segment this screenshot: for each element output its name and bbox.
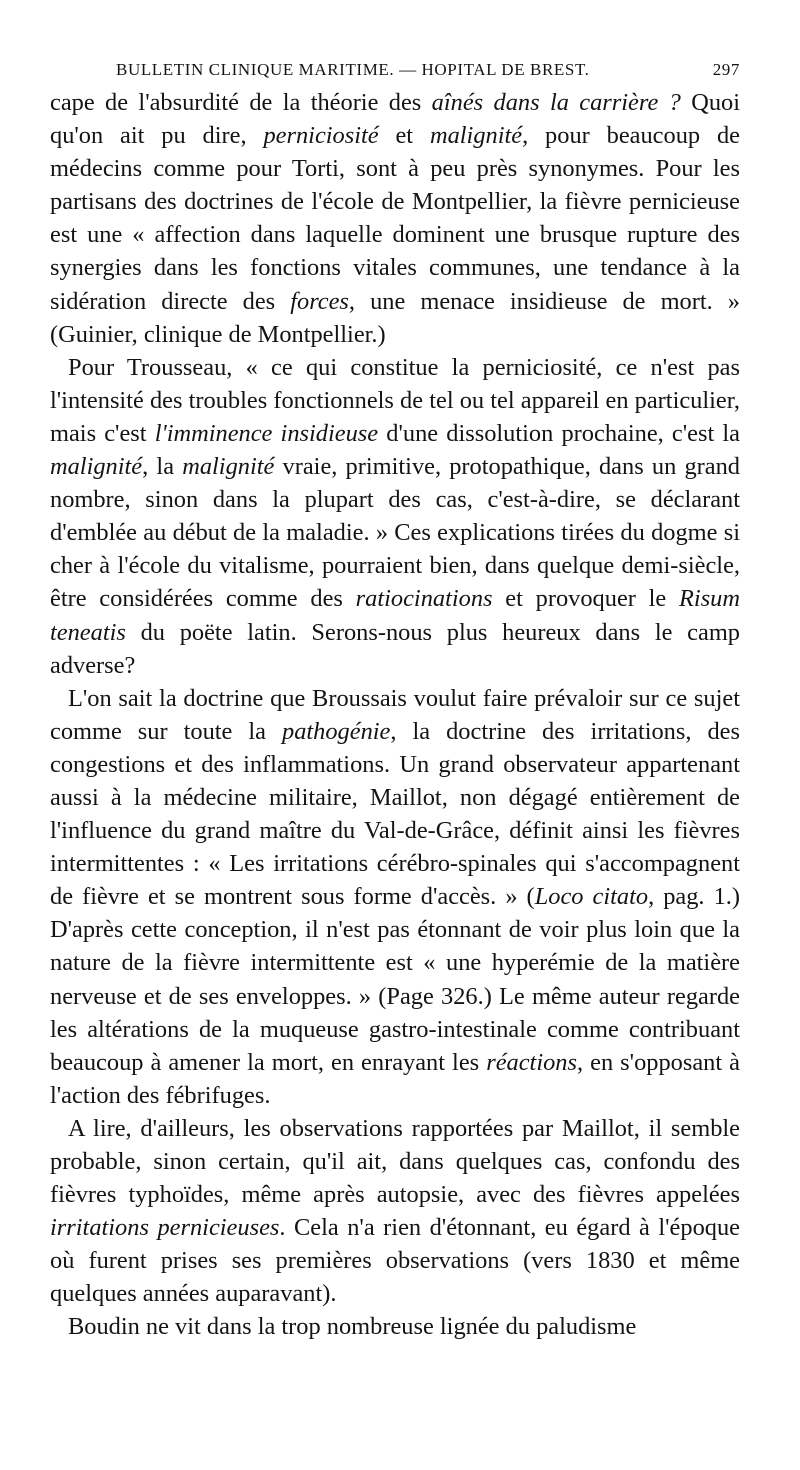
paragraph (50, 351, 740, 682)
italic-text: perniciosité (263, 122, 379, 150)
text-run: et provoquer le (492, 585, 680, 613)
italic-text: aînés dans la carrière ? (431, 89, 681, 116)
italic-text: irritations pernicieuses (50, 1214, 280, 1242)
text-run: du poëte latin. Serons-nous plus heureux dans le camp adverse? (50, 618, 740, 679)
italic-text: ratiocinations (355, 585, 493, 613)
italic-text: l'imminence insidieuse (154, 419, 379, 447)
text-run: . Cela n'a rien d'étonnant, eu égard à l'époque où furent prises ses premières observations (vers 1830 et même quelques années auparavant). (50, 1214, 740, 1308)
italic-text: réactions (486, 1048, 577, 1076)
text-run: cape de l'absurdité de la théorie des (50, 89, 432, 116)
text-run: d'une dissolution prochaine, c'est la (378, 419, 741, 447)
text-run: , en s'opposant à l'action des fébrifuges. (50, 1048, 740, 1109)
text-run: Pour Trousseau, « ce qui constitue la perniciosité, ce n'est pas l'intensité des troubles fonctionnels de tel ou tel appareil en particulier, mais c'est (50, 353, 740, 447)
text-run: , pour beaucoup de médecins comme pour Torti, sont à peu près synonymes. Pour les partisans des doctrines de l'école de Montpellier, la fièvre pernicieuse est une « affection dans laquelle dominent une brusque rupture des synergies dans les fonctions vitales communes, une tendance à la sidération directe des (50, 122, 740, 315)
running-head: BULLETIN CLINIQUE MARITIME. — HOPITAL DE BREST. (116, 60, 590, 79)
text-run: vraie, primitive, protopathique, dans un grand nombre, sinon dans la plupart des cas, c'est-à-dire, se déclarant d'emblée au début de la maladie. » Ces explications tirées du dogme si cher à l'école du vitalisme, pourraient bien, dans quelque demi-siècle, être considérées comme des (50, 453, 740, 613)
italic-text: malignité (182, 453, 275, 481)
paragraph (50, 682, 740, 1112)
italic-text: Risum teneatis (50, 585, 740, 646)
italic-text: pathogénie (282, 717, 391, 745)
italic-text: forces (290, 287, 349, 315)
text-run: , la (142, 453, 183, 481)
text-run: , la doctrine des irritations, des congestions et des inflammations. Un grand observateur appartenant aussi à la médecine militaire, Maillot, non dégagé entièrement de l'influence du grand maître du Val-de-Grâce, définit ainsi les fièvres intermittentes : « Les irritations cérébro-spinales qui s'accompagnent de fièvre et se montrent sous forme d'accès. » ( (50, 717, 740, 911)
body-text (50, 86, 740, 1344)
text-run: , une menace insidieuse de mort. » (Guinier, clinique de Montpellier.) (50, 287, 740, 348)
text-run: L'on sait la doctrine que Broussais voulut faire prévaloir sur ce sujet comme sur toute la (50, 684, 740, 745)
text-run: A lire, d'ailleurs, les observations rapportées par Maillot, il semble probable, sinon certain, qu'il ait, dans quelques cas, confondu des fièvres typhoïdes, même après autopsie, avec des fièvres appelées (50, 1114, 740, 1209)
paragraph (50, 86, 740, 351)
text-run: , pag. 1.) D'après cette conception, il n'est pas étonnant de voir plus loin que la nature de la fièvre intermittente est « une hyperémie de la matière nerveuse et de ses enveloppes. » (Page 326.) Le même auteur regarde les altérations de la muqueuse gastro-intestinale comme contribuant beaucoup à amener la mort, en enrayant les (50, 883, 740, 1076)
paragraph (50, 1310, 740, 1343)
text-run: et (378, 122, 430, 150)
italic-text: malignité (50, 453, 143, 481)
text-run: Boudin ne vit dans la trop nombreuse lignée du paludisme (68, 1313, 637, 1341)
page-number: 297 (712, 60, 740, 79)
italic-text: malignité (429, 122, 523, 150)
text-run: Quoi qu'on ait pu dire, (50, 89, 741, 150)
italic-text: Loco citato (534, 883, 649, 911)
paragraph (50, 1112, 740, 1311)
